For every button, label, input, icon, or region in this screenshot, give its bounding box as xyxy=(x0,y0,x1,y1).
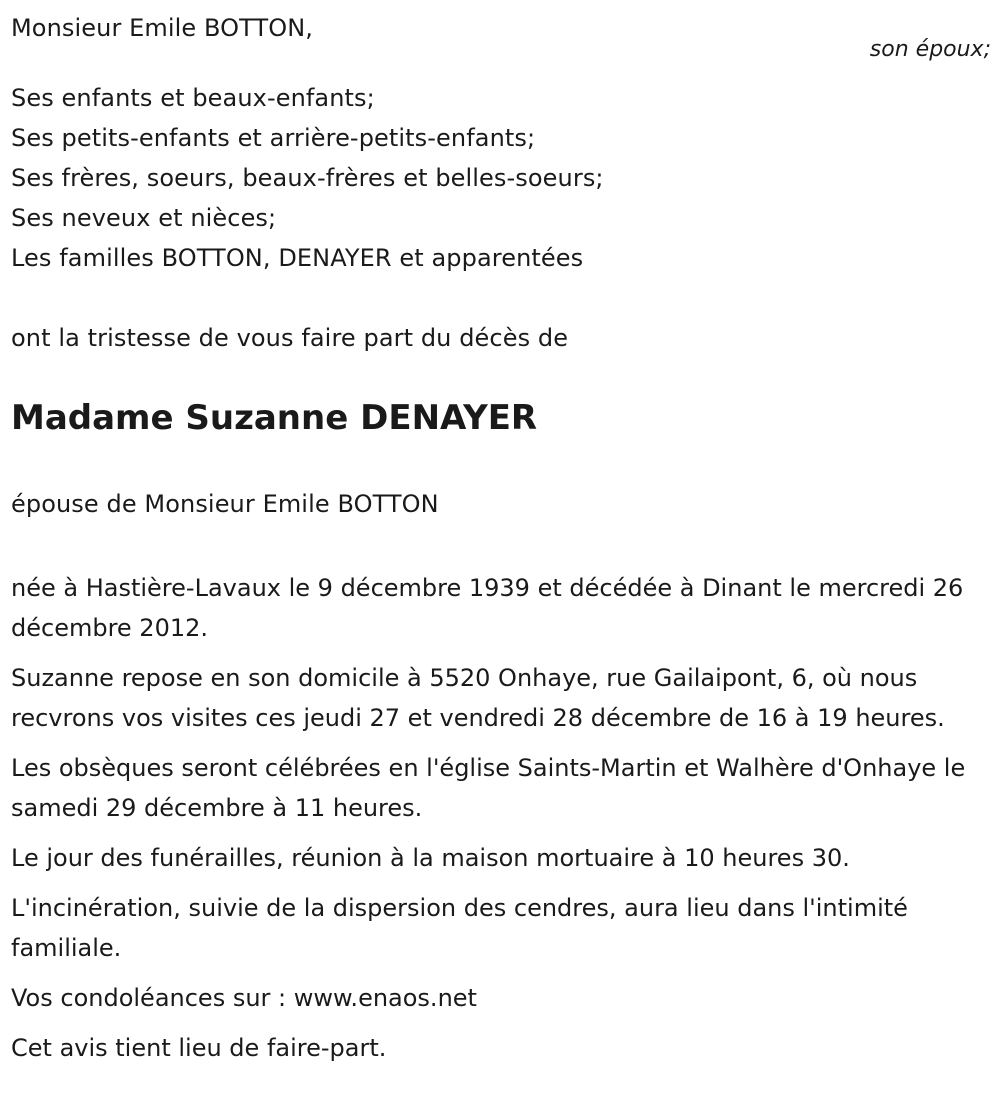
family-list xyxy=(11,78,991,278)
announcer-row xyxy=(11,8,991,62)
family-line: Les familles BOTTON, DENAYER et apparentées xyxy=(11,244,584,272)
birth-death-paragraph: née à Hastière-Lavaux le 9 décembre 1939 et décédée à Dinant le mercredi 26 décembre 2012. xyxy=(11,574,964,642)
funeral-paragraph: Les obsèques seront célébrées en l'église Saints-Martin et Walhère d'Onhaye le samedi 29 décembre à 11 heures. xyxy=(11,754,966,822)
announcement-text: ont la tristesse de vous faire part du décès de xyxy=(11,324,569,352)
cremation-paragraph: L'incinération, suivie de la dispersion des cendres, aura lieu dans l'intimité familiale. xyxy=(11,894,908,962)
announcer-name: Monsieur Emile BOTTON, xyxy=(11,14,314,42)
condolences-paragraph: Vos condoléances sur : www.enaos.net xyxy=(11,984,477,1012)
meeting-paragraph: Le jour des funérailles, réunion à la maison mortuaire à 10 heures 30. xyxy=(11,844,850,872)
spouse-line: épouse de Monsieur Emile BOTTON xyxy=(11,490,439,518)
visitation-paragraph: Suzanne repose en son domicile à 5520 Onhaye, rue Gailaipont, 6, où nous recvrons vos visites ces jeudi 27 et vendredi 28 décembre de 16 à 19 heures. xyxy=(11,664,945,732)
family-line: Ses frères, soeurs, beaux-frères et belles-soeurs; xyxy=(11,164,604,192)
family-line: Ses petits-enfants et arrière-petits-enfants; xyxy=(11,124,536,152)
family-line: Ses enfants et beaux-enfants; xyxy=(11,84,375,112)
closing-paragraph: Cet avis tient lieu de faire-part. xyxy=(11,1034,387,1062)
announcer-role: son époux; xyxy=(869,37,991,62)
obituary-notice xyxy=(11,8,991,1068)
family-line: Ses neveux et nièces; xyxy=(11,204,277,232)
deceased-name: Madame Suzanne DENAYER xyxy=(11,398,538,438)
